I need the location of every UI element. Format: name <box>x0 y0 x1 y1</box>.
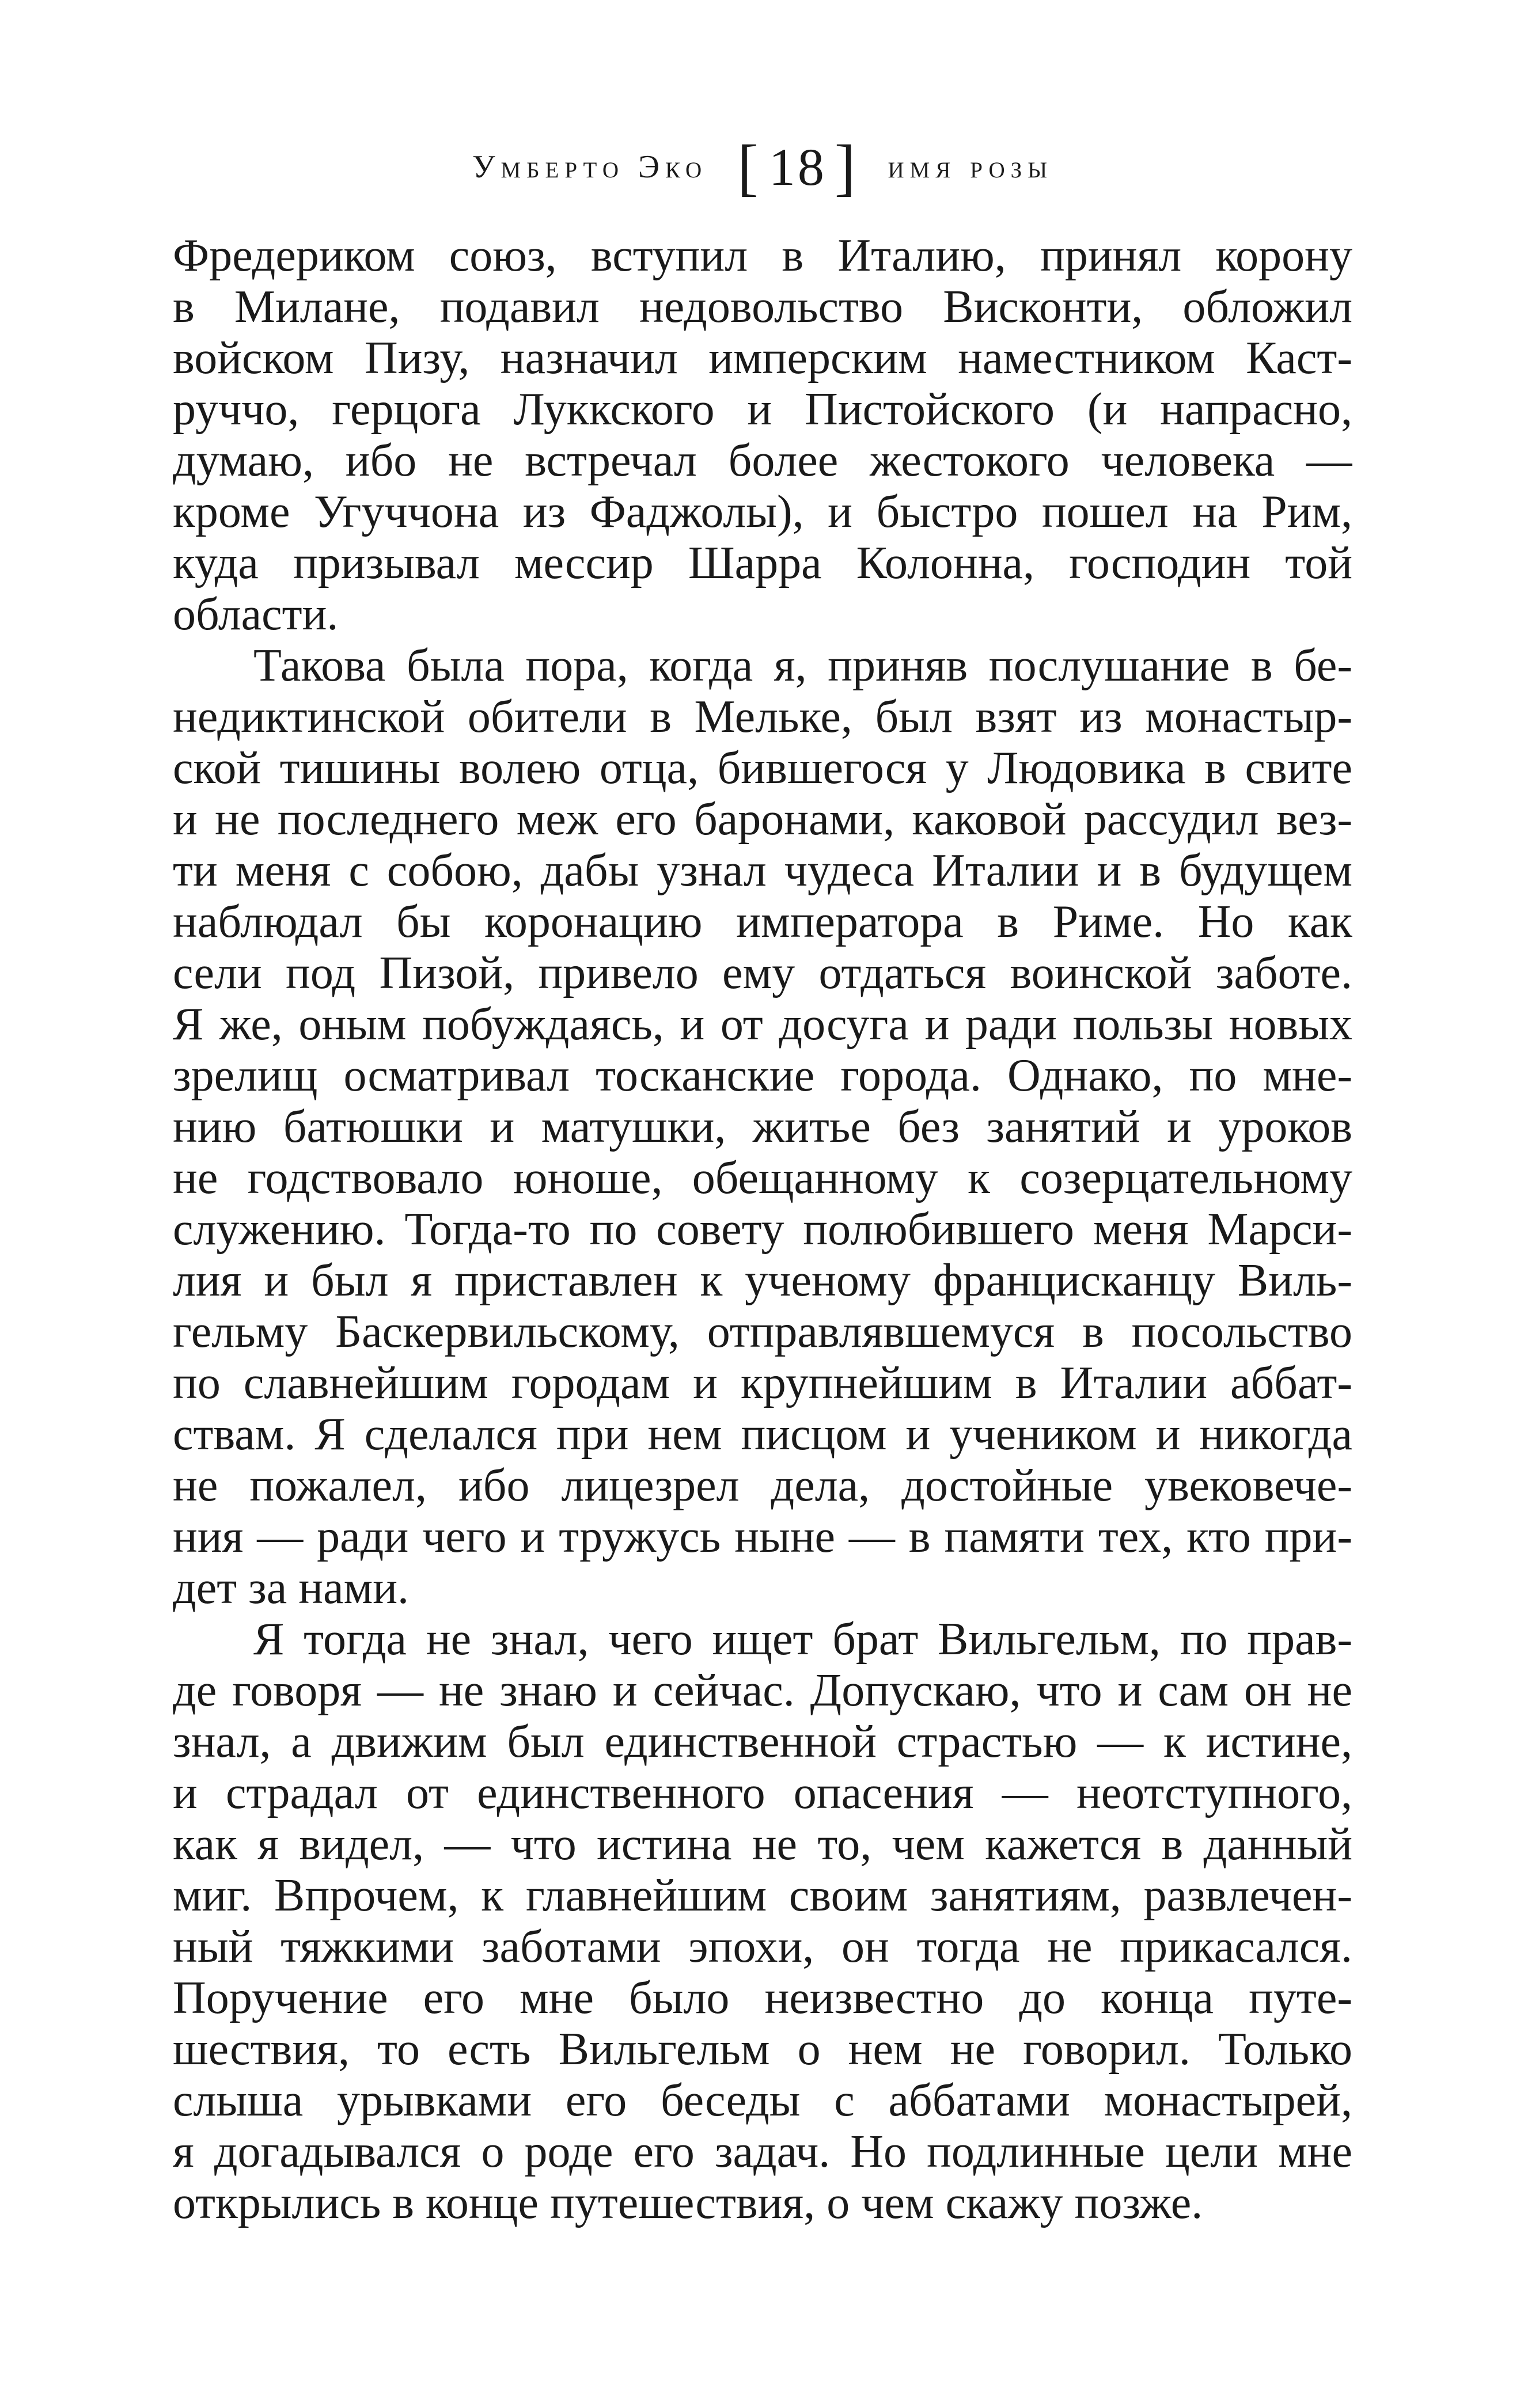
text-line: я догадывался о роде его задач. Но подлинные цели мне <box>173 2126 1352 2177</box>
running-head-book-title: имя розы <box>888 149 1053 185</box>
book-page <box>173 132 1352 2229</box>
text-line: ской тишины волею отца, бившегося у Людовика в свите <box>173 743 1352 793</box>
text-line: ствам. Я сделался при нем писцом и учеником и никогда <box>173 1409 1352 1460</box>
text-line: лия и был я приставлен к ученому францисканцу Виль- <box>173 1255 1352 1306</box>
paragraph <box>173 640 1352 1614</box>
text-line: знал, а движим был единственной страстью — к истине, <box>173 1716 1352 1767</box>
running-head-author: Умберто Эко <box>472 149 708 185</box>
text-line: не годствовало юноше, обещанному к созерцательному <box>173 1153 1352 1203</box>
text-line: ния — ради чего и тружусь ныне — в памяти тех, кто при- <box>173 1511 1352 1562</box>
text-line: открылись в конце путешествия, о чем скажу позже. <box>173 2178 1203 2228</box>
text-line: кроме Угуччона из Фаджолы), и быстро пошел на Рим, <box>173 487 1352 537</box>
text-line: де говоря — не знаю и сейчас. Допускаю, что и сам он не <box>173 1665 1352 1716</box>
running-head <box>173 132 1352 202</box>
text-line: Я же, оным побуждаясь, и от досуга и ради пользы новых <box>173 999 1352 1050</box>
text-line: миг. Впрочем, к главнейшим своим занятиям, развлечен- <box>173 1870 1352 1921</box>
text-line: войском Пизу, назначил имперским наместником Каст- <box>173 333 1352 383</box>
text-line: в Милане, подавил недовольство Висконти, обложил <box>173 282 1352 332</box>
text-line: дет за нами. <box>173 1563 410 1613</box>
text-line: гельму Баскервильскому, отправлявшемуся в посольство <box>173 1306 1352 1357</box>
text-line: служению. Тогда-то по совету полюбившего меня Марси- <box>173 1204 1352 1255</box>
text-line: нию батюшки и матушки, житье без занятий и уроков <box>173 1102 1352 1152</box>
text-line: думаю, ибо не встречал более жестокого человека — <box>173 435 1352 486</box>
text-line: и страдал от единственного опасения — неотступного, <box>173 1768 1352 1818</box>
text-line: и не последнего меж его баронами, каковой рассудил вез- <box>173 794 1352 845</box>
text-line: недиктинской обители в Мельке, был взят из монастыр- <box>173 692 1352 742</box>
text-line: ти меня с собою, дабы узнал чудеса Италии и в будущем <box>173 845 1352 896</box>
text-line: по славнейшим городам и крупнейшим в Италии аббат- <box>173 1358 1352 1408</box>
text-line: куда призывал мессир Шарра Колонна, господин той <box>173 538 1352 588</box>
paragraph <box>173 230 1352 640</box>
text-line: шествия, то есть Вильгельм о нем не говорил. Только <box>173 2024 1352 2075</box>
text-line: как я видел, — что истина не то, чем кажется в данный <box>173 1819 1352 1870</box>
text-line: не пожалел, ибо лицезрел дела, достойные увековече- <box>173 1460 1352 1511</box>
text-line: области. <box>173 589 339 640</box>
page-number-group <box>729 131 866 204</box>
text-line: ный тяжкими заботами эпохи, он тогда не прикасался. <box>173 1921 1352 1972</box>
text-line: слыша урывками его беседы с аббатами монастырей, <box>173 2075 1352 2126</box>
text-line: Такова была пора, когда я, приняв послушание в бе- <box>253 640 1352 691</box>
bracket-open: [ <box>737 131 761 202</box>
text-line: наблюдал бы коронацию императора в Риме. Но как <box>173 897 1352 947</box>
text-line: руччо, герцога Луккского и Пистойского (и напрасно, <box>173 384 1352 435</box>
body-text <box>173 230 1352 2229</box>
text-line: сели под Пизой, привело ему отдаться воинской заботе. <box>173 948 1352 998</box>
text-line: Поручение его мне было неизвестно до конца путе- <box>173 1973 1352 2023</box>
paragraph <box>173 1614 1352 2229</box>
page-number: 18 <box>768 138 827 196</box>
text-line: зрелищ осматривал тосканские города. Однако, по мне- <box>173 1050 1352 1101</box>
bracket-close: ] <box>834 131 858 202</box>
text-line: Фредериком союз, вступил в Италию, принял корону <box>173 230 1352 281</box>
text-line: Я тогда не знал, чего ищет брат Вильгельм, по прав- <box>253 1614 1352 1665</box>
